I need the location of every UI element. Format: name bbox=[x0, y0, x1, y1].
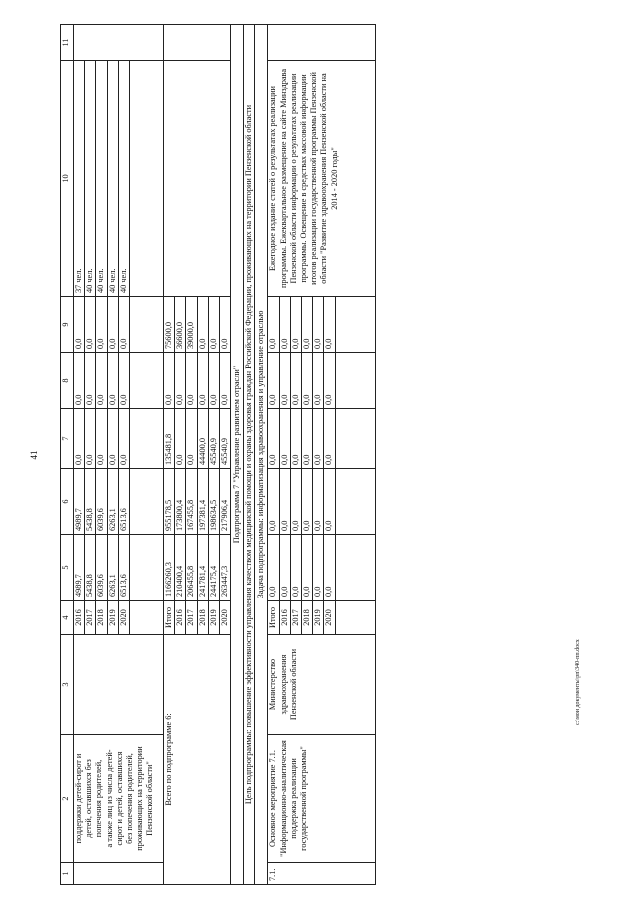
total6-col6: 197381,4 bbox=[197, 469, 208, 535]
measure71-col8: 0,0 bbox=[313, 353, 324, 409]
cont-col10: 40 чел. bbox=[85, 61, 96, 297]
cont-year: 2020 bbox=[118, 601, 129, 635]
total6-col8: 0,0 bbox=[197, 353, 208, 409]
col-header-2: 2 bbox=[61, 735, 74, 863]
total6-col5: 210400,4 bbox=[175, 535, 186, 601]
cont-col8: 0,0 bbox=[118, 353, 129, 409]
cont-col7: 0,0 bbox=[96, 409, 107, 469]
cont-col5: 4989,7 bbox=[74, 535, 85, 601]
measure71-year: Итого bbox=[268, 601, 279, 635]
col-header-8: 8 bbox=[61, 353, 74, 409]
cont-col6: 6039,6 bbox=[96, 469, 107, 535]
measure71-col7: 0,0 bbox=[279, 409, 290, 469]
total6-label: Всего по подпрограмме 6: bbox=[164, 635, 231, 885]
measure71-col6: 0,0 bbox=[313, 469, 324, 535]
cont-col7: 0,0 bbox=[74, 409, 85, 469]
total6-col6: 198634,5 bbox=[208, 469, 219, 535]
col-header-9: 9 bbox=[61, 297, 74, 353]
filler-cell bbox=[130, 601, 164, 635]
measure71-year: 2016 bbox=[279, 601, 290, 635]
measure71-col9: 0,0 bbox=[290, 297, 301, 353]
measure71-executor: Министерство здравоохранения Пензенской области bbox=[268, 635, 375, 735]
total6-col7: 45540,9 bbox=[220, 409, 231, 469]
goal7-text: Цель подпрограммы: повышение эффективности управления качеством медицинской помощи и охраны здоровья граждан Российской Федерации, проживающих на территории Пензенской области bbox=[244, 25, 255, 885]
measure71-col8: 0,0 bbox=[279, 353, 290, 409]
total6-col7: 0,0 bbox=[186, 409, 197, 469]
total6-year: Итого bbox=[164, 601, 175, 635]
measure71-col6: 0,0 bbox=[324, 469, 335, 535]
cont-num-cell bbox=[74, 863, 164, 885]
cont-executor-cell bbox=[74, 635, 164, 735]
measure71-col6: 0,0 bbox=[302, 469, 313, 535]
total6-col7: 135481,8 bbox=[164, 409, 175, 469]
filler-cell bbox=[130, 469, 164, 535]
measure71-result: Ежегодное издание статей о результатах реализации программы. Ежеквартальное размещение на сайте Минздрава Пензенской области информации о результатах реализации программы. Освещение в средствах массовой информации итогов реализации государственной программы Пензенской области "Развитие здравоохранения Пензенской области на 2014 - 2020 годы" bbox=[268, 61, 375, 297]
measure71-num: 7.1. bbox=[268, 863, 375, 885]
cont-col9: 0,0 bbox=[118, 297, 129, 353]
header-row bbox=[61, 25, 74, 885]
measure71-col5: 0,0 bbox=[290, 535, 301, 601]
cont-year: 2018 bbox=[96, 601, 107, 635]
total6-year: 2019 bbox=[208, 601, 219, 635]
col-header-10: 10 bbox=[61, 61, 74, 297]
total6-year: 2017 bbox=[186, 601, 197, 635]
cont-col5: 5438,8 bbox=[85, 535, 96, 601]
total6-col9: 36600,0 bbox=[175, 297, 186, 353]
cont-col8: 0,0 bbox=[85, 353, 96, 409]
filler-cell bbox=[130, 353, 164, 409]
total6-col10 bbox=[164, 61, 231, 297]
measure71-year: 2019 bbox=[313, 601, 324, 635]
measure71-col7: 0,0 bbox=[324, 409, 335, 469]
total6-col5: 1166260,3 bbox=[164, 535, 175, 601]
cont-col9: 0,0 bbox=[96, 297, 107, 353]
measure71-name: Основное мероприятие 7.1. "Информационно-аналитическая поддержка реализации государственной программы" bbox=[268, 735, 375, 863]
total6-col8: 0,0 bbox=[220, 353, 231, 409]
tail-cell bbox=[335, 469, 375, 535]
cont-row bbox=[74, 25, 85, 885]
cont-col10: 40 чел. bbox=[107, 61, 118, 297]
cont-year: 2019 bbox=[107, 601, 118, 635]
cont-col5: 6263,1 bbox=[107, 535, 118, 601]
cont-col11-cell bbox=[74, 25, 164, 61]
subprogram7-title-row bbox=[231, 25, 244, 885]
cont-name-line: без попечения родителей, bbox=[125, 753, 135, 844]
measure71-col9: 0,0 bbox=[268, 297, 279, 353]
filler-cell bbox=[130, 61, 164, 297]
measure71-col6: 0,0 bbox=[268, 469, 279, 535]
col-header-7: 7 bbox=[61, 409, 74, 469]
total6-col5: 244175,4 bbox=[208, 535, 219, 601]
measure71-year: 2017 bbox=[290, 601, 301, 635]
col-header-4: 4 bbox=[61, 601, 74, 635]
total6-row bbox=[164, 25, 175, 885]
task7-text: Задача подпрограммы: информатизация здравоохранения и управление отраслью bbox=[255, 25, 268, 885]
total6-col9: 0,0 bbox=[220, 297, 231, 353]
tail-cell bbox=[335, 535, 375, 601]
measure71-col11 bbox=[268, 25, 375, 61]
cont-col10: 40 чел. bbox=[96, 61, 107, 297]
cont-name-cell bbox=[74, 735, 164, 863]
measure71-col9: 0,0 bbox=[313, 297, 324, 353]
tail-cell bbox=[335, 297, 375, 353]
total6-col6: 167455,8 bbox=[186, 469, 197, 535]
total6-col6: 955178,5 bbox=[164, 469, 175, 535]
measure71-col8: 0,0 bbox=[290, 353, 301, 409]
tail-cell bbox=[335, 353, 375, 409]
total6-col7: 44400,0 bbox=[197, 409, 208, 469]
measure71-col9: 0,0 bbox=[324, 297, 335, 353]
measure71-col7: 0,0 bbox=[268, 409, 279, 469]
cont-name-line: проживающих на территории bbox=[135, 746, 145, 851]
total6-col7: 0,0 bbox=[175, 409, 186, 469]
measure71-col7: 0,0 bbox=[313, 409, 324, 469]
measure71-col5: 0,0 bbox=[313, 535, 324, 601]
measure71-col8: 0,0 bbox=[324, 353, 335, 409]
cont-col9: 0,0 bbox=[85, 297, 96, 353]
cont-col6: 6513,6 bbox=[118, 469, 129, 535]
filler-cell bbox=[130, 535, 164, 601]
total6-col5: 206455,8 bbox=[186, 535, 197, 601]
total6-col11 bbox=[164, 25, 231, 61]
cont-col10: 40 чел. bbox=[118, 61, 129, 297]
measure71-col6: 0,0 bbox=[279, 469, 290, 535]
col-header-11: 11 bbox=[61, 25, 74, 61]
measure71-year: 2020 bbox=[324, 601, 335, 635]
tail-cell bbox=[335, 409, 375, 469]
page-number: 41 bbox=[29, 450, 39, 460]
total6-col5: 263447,3 bbox=[220, 535, 231, 601]
measure71-col6: 0,0 bbox=[290, 469, 301, 535]
measure71-col5: 0,0 bbox=[268, 535, 279, 601]
filler-cell bbox=[130, 409, 164, 469]
cont-col8: 0,0 bbox=[74, 353, 85, 409]
total6-col9: 75600,0 bbox=[164, 297, 175, 353]
filler-cell bbox=[130, 297, 164, 353]
cont-col6: 5438,8 bbox=[85, 469, 96, 535]
cont-name-line: попечения родителей, bbox=[94, 759, 104, 838]
cont-col7: 0,0 bbox=[107, 409, 118, 469]
cont-col6: 4989,7 bbox=[74, 469, 85, 535]
total6-year: 2020 bbox=[220, 601, 231, 635]
cont-col9: 0,0 bbox=[107, 297, 118, 353]
measure71-col9: 0,0 bbox=[302, 297, 313, 353]
cont-col7: 0,0 bbox=[118, 409, 129, 469]
program-table bbox=[60, 25, 590, 885]
col-header-6: 6 bbox=[61, 469, 74, 535]
cont-name-line: а также лиц из числа детей- bbox=[104, 749, 114, 848]
cont-col9: 0,0 bbox=[74, 297, 85, 353]
total6-col9: 0,0 bbox=[197, 297, 208, 353]
total6-col6: 173800,4 bbox=[175, 469, 186, 535]
total6-col8: 0,0 bbox=[186, 353, 197, 409]
measure71-row bbox=[268, 25, 279, 885]
cont-col8: 0,0 bbox=[96, 353, 107, 409]
total6-col9: 39000,0 bbox=[186, 297, 197, 353]
measure71-col7: 0,0 bbox=[302, 409, 313, 469]
cont-col6: 6263,1 bbox=[107, 469, 118, 535]
measure71-col8: 0,0 bbox=[268, 353, 279, 409]
footer-file-path: c:\мои документы\рп\340-пп.docx bbox=[575, 639, 581, 725]
measure71-year: 2018 bbox=[302, 601, 313, 635]
total6-col5: 241781,4 bbox=[197, 535, 208, 601]
total6-col6: 217906,4 bbox=[220, 469, 231, 535]
measure71-col7: 0,0 bbox=[290, 409, 301, 469]
cont-year: 2016 bbox=[74, 601, 85, 635]
measure71-col5: 0,0 bbox=[279, 535, 290, 601]
total6-col8: 0,0 bbox=[175, 353, 186, 409]
cont-col5: 6039,6 bbox=[96, 535, 107, 601]
col-header-1: 1 bbox=[61, 863, 74, 885]
total6-year: 2016 bbox=[175, 601, 186, 635]
subprogram7-title: Подпрограмма 7 "Управление развитием отрасли" bbox=[231, 25, 244, 885]
col-header-3: 3 bbox=[61, 635, 74, 735]
cont-col10: 37 чел. bbox=[74, 61, 85, 297]
cont-year: 2017 bbox=[85, 601, 96, 635]
total6-col8: 0,0 bbox=[164, 353, 175, 409]
cont-name-line: сирот и детей, оставшихся bbox=[114, 751, 124, 846]
cont-col8: 0,0 bbox=[107, 353, 118, 409]
cont-col5: 6513,6 bbox=[118, 535, 129, 601]
cont-name-line: поддержки детей-сирот и bbox=[74, 753, 83, 844]
measure71-col5: 0,0 bbox=[302, 535, 313, 601]
tail-cell bbox=[335, 601, 375, 635]
measure71-col9: 0,0 bbox=[279, 297, 290, 353]
task7-text-row bbox=[255, 25, 268, 885]
cont-name-line: детей, оставшихся без bbox=[84, 759, 94, 838]
total6-col7: 45540,9 bbox=[208, 409, 219, 469]
cont-col7: 0,0 bbox=[85, 409, 96, 469]
col-header-5: 5 bbox=[61, 535, 74, 601]
total6-col8: 0,0 bbox=[208, 353, 219, 409]
cont-name-line: Пензенской области" bbox=[145, 761, 155, 836]
measure71-col8: 0,0 bbox=[302, 353, 313, 409]
total6-year: 2018 bbox=[197, 601, 208, 635]
goal7-text-row bbox=[244, 25, 255, 885]
measure71-col5: 0,0 bbox=[324, 535, 335, 601]
total6-col9: 0,0 bbox=[208, 297, 219, 353]
